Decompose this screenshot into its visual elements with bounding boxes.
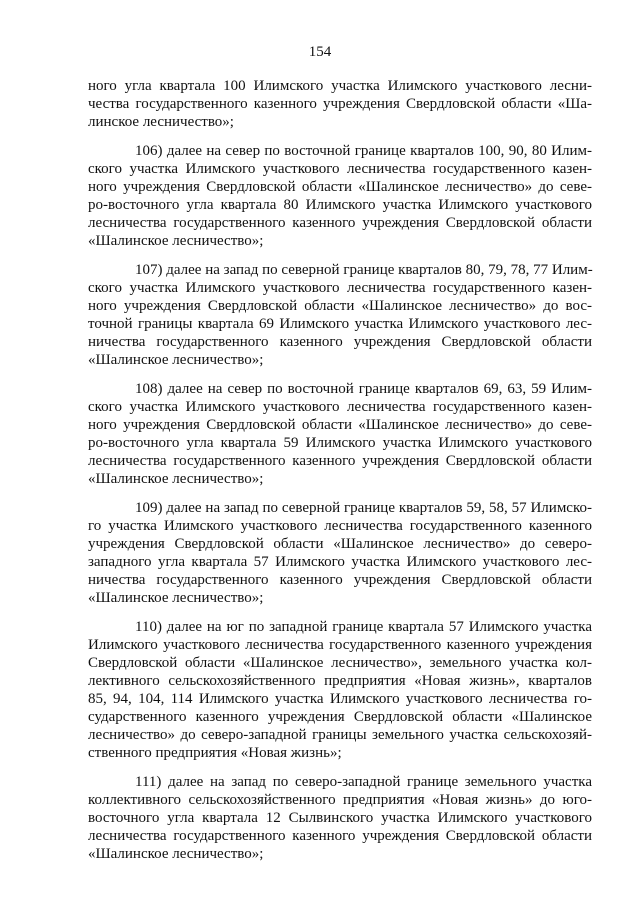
- paragraph-line: ничества государственного казенного учреждения Свердловской области: [88, 334, 592, 350]
- paragraph-line: ного угла квартала 100 Илимского участка Илимского участкового лесни-: [88, 78, 592, 94]
- paragraph-line: лесничества государственного казенного учреждения Свердловской области: [88, 828, 592, 844]
- document-body: [88, 77, 592, 874]
- paragraph-line: 109) далее на запад по северной границе кварталов 59, 58, 57 Илимско-: [135, 500, 592, 516]
- paragraph: [88, 380, 592, 488]
- paragraph-line: 110) далее на юг по западной границе квартала 57 Илимского участка: [135, 619, 592, 635]
- paragraph-line: ро-восточного угла квартала 80 Илимского участка Илимского участкового: [88, 197, 592, 213]
- paragraph: [88, 261, 592, 369]
- paragraph-line: лесничества государственного казенного учреждения Свердловской области: [88, 215, 592, 231]
- paragraph-line: лесничества государственного казенного учреждения Свердловской области: [88, 453, 592, 469]
- paragraph-line: точной границы квартала 69 Илимского участка Илимского участкового лес-: [88, 316, 592, 332]
- paragraph-line: сударственного казенного учреждения Свердловской области «Шалинское: [88, 709, 592, 725]
- paragraph-line: «Шалинское лесничество»;: [88, 352, 264, 368]
- paragraph-line: «Шалинское лесничество»;: [88, 590, 264, 606]
- paragraph-line: ничества государственного казенного учреждения Свердловской области: [88, 572, 592, 588]
- paragraph-line: ского участка Илимского участкового лесничества государственного казен-: [88, 161, 592, 177]
- paragraph-line: «Шалинское лесничество»;: [88, 846, 264, 862]
- paragraph-line: ственного предприятия «Новая жизнь»;: [88, 745, 342, 761]
- paragraph-line: 106) далее на север по восточной границе кварталов 100, 90, 80 Илим-: [135, 143, 592, 159]
- paragraph-line: ного учреждения Свердловской области «Шалинское лесничество» до севе-: [88, 417, 592, 433]
- paragraph-line: Илимского участкового лесничества государственного казенного учреждения: [88, 637, 592, 653]
- paragraph: [88, 773, 592, 863]
- paragraph: [88, 142, 592, 250]
- paragraph-line: линское лесничество»;: [88, 114, 234, 130]
- paragraph-line: 107) далее на запад по северной границе кварталов 80, 79, 78, 77 Илим-: [135, 262, 593, 278]
- paragraph-line: учреждения Свердловской области «Шалинское лесничество» до северо-: [88, 536, 592, 552]
- paragraph-line: «Шалинское лесничество»;: [88, 233, 264, 249]
- paragraph: [88, 618, 592, 762]
- paragraph-line: Свердловской области «Шалинское лесничество», земельного участка кол-: [88, 655, 592, 671]
- paragraph-line: ского участка Илимского участкового лесничества государственного казен-: [88, 399, 592, 415]
- paragraph-line: ного учреждения Свердловской области «Шалинское лесничество» до вос-: [88, 298, 592, 314]
- paragraph-line: ро-восточного угла квартала 59 Илимского участка Илимского участкового: [88, 435, 592, 451]
- paragraph-line: 108) далее на север по восточной границе кварталов 69, 63, 59 Илим-: [135, 381, 592, 397]
- paragraph-line: ного учреждения Свердловской области «Шалинское лесничество» до севе-: [88, 179, 592, 195]
- paragraph: [88, 77, 592, 131]
- paragraph-line: ского участка Илимского участкового лесничества государственного казен-: [88, 280, 592, 296]
- paragraph-line: чества государственного казенного учреждения Свердловской области «Ша-: [88, 96, 592, 112]
- paragraph-line: «Шалинское лесничество»;: [88, 471, 264, 487]
- paragraph: [88, 499, 592, 607]
- paragraph-line: лесничество» до северо-западной границы земельного участка сельскохозяй-: [88, 727, 592, 743]
- paragraph-line: западного угла квартала 57 Илимского участка Илимского участкового лес-: [88, 554, 592, 570]
- paragraph-line: восточного угла квартала 12 Сылвинского участка Илимского участкового: [88, 810, 592, 826]
- paragraph-line: 111) далее на запад по северо-западной границе земельного участка: [135, 774, 592, 790]
- paragraph-line: го участка Илимского участкового лесничества государственного казенного: [88, 518, 592, 534]
- paragraph-line: 85, 94, 104, 114 Илимского участка Илимского участкового лесничества го-: [88, 691, 592, 707]
- paragraph-line: коллективного сельскохозяйственного предприятия «Новая жизнь» до юго-: [88, 792, 592, 808]
- paragraph-line: лективного сельскохозяйственного предприятия «Новая жизнь», кварталов: [88, 673, 592, 689]
- page-number: 154: [308, 44, 332, 60]
